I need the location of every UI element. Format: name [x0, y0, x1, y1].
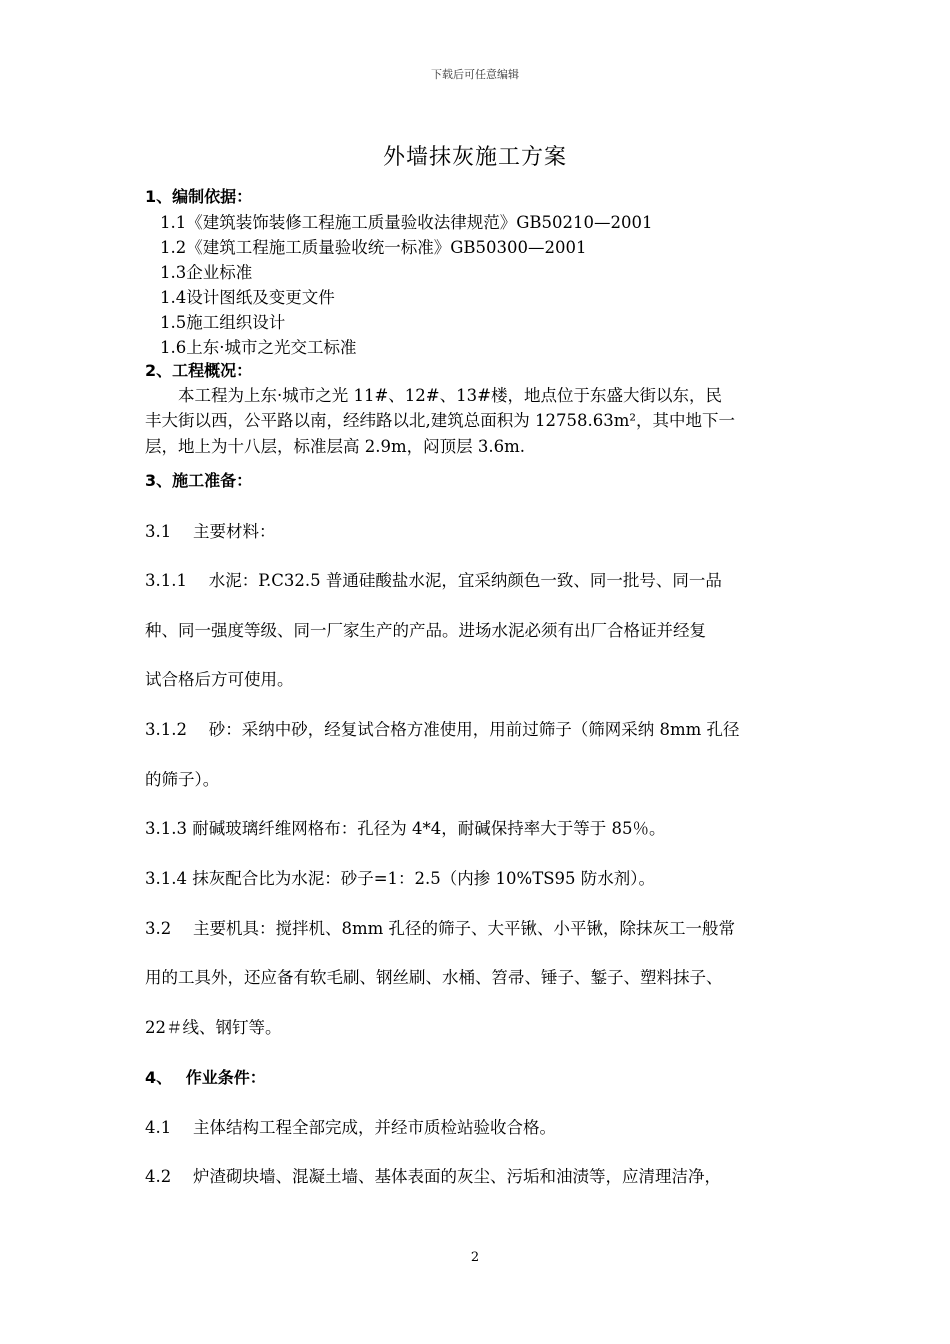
section-2-heading: 2、工程概况：	[145, 361, 253, 380]
prep-line-7: 3.1.3 耐碱玻璃纤维网格布：孔径为 4*4，耐碱保持率大于等于 85％。	[145, 819, 666, 838]
prep-line-4: 试合格后方可使用。	[145, 670, 294, 689]
condition-line-2: 4.2 炉渣砌块墙、混凝土墙、基体表面的灰尘、污垢和油渍等，应清理洁净，	[145, 1167, 721, 1186]
basis-item-5: 1.5施工组织设计	[160, 313, 286, 332]
basis-item-6: 1.6上东·城市之光交工标准	[160, 338, 357, 357]
section-4-heading: 4、 作业条件：	[145, 1068, 266, 1087]
prep-line-9: 3.2 主要机具：搅拌机、8mm 孔径的筛子、大平锹、小平锹，除抹灰工一般常	[145, 919, 736, 938]
overview-line-2: 丰大街以西，公平路以南，经纬路以北,建筑总面积为 12758.63m²，其中地下一	[145, 411, 735, 430]
basis-item-3: 1.3企业标准	[160, 263, 253, 282]
section-1-heading: 1、编制依据：	[145, 187, 253, 206]
header-note: 下载后可任意编辑	[431, 68, 519, 81]
condition-line-1: 4.1 主体结构工程全部完成，并经市质检站验收合格。	[145, 1118, 556, 1137]
prep-line-6: 的筛子）。	[145, 770, 220, 789]
overview-line-3: 层，地上为十八层，标准层高 2.9m，闷顶层 3.6m.	[145, 437, 526, 456]
section-3-heading: 3、施工准备：	[145, 471, 253, 490]
prep-line-1: 3.1 主要材料：	[145, 522, 276, 541]
prep-line-3: 种、同一强度等级、同一厂家生产的产品。进场水泥必须有出厂合格证并经复	[145, 621, 706, 640]
page-number: 2	[470, 1250, 480, 1265]
prep-line-10: 用的工具外，还应备有软毛刷、钢丝刷、水桶、笤帚、锤子、錾子、塑料抹子、	[145, 968, 723, 987]
overview-line-1: 本工程为上东·城市之光 11#、12#、13#楼，地点位于东盛大街以东，民	[178, 386, 722, 405]
prep-line-8: 3.1.4 抹灰配合比为水泥：砂子=1：2.5（内掺 10%TS95 防水剂）。	[145, 869, 656, 888]
basis-item-1: 1.1《建筑装饰装修工程施工质量验收法律规范》GB50210—2001	[160, 213, 653, 232]
prep-line-2: 3.1.1 水泥：P.C32.5 普通硅酸盐水泥，宜采纳颜色一致、同一批号、同一品	[145, 571, 722, 590]
document-title: 外墙抹灰施工方案	[382, 145, 567, 170]
basis-item-4: 1.4设计图纸及变更文件	[160, 288, 335, 307]
basis-item-2: 1.2《建筑工程施工质量验收统一标准》GB50300—2001	[160, 238, 587, 257]
prep-line-11: 22＃线、钢钉等。	[145, 1018, 282, 1037]
prep-line-5: 3.1.2 砂：采纳中砂，经复试合格方准使用，用前过筛子（筛网采纳 8mm 孔径	[145, 720, 740, 739]
